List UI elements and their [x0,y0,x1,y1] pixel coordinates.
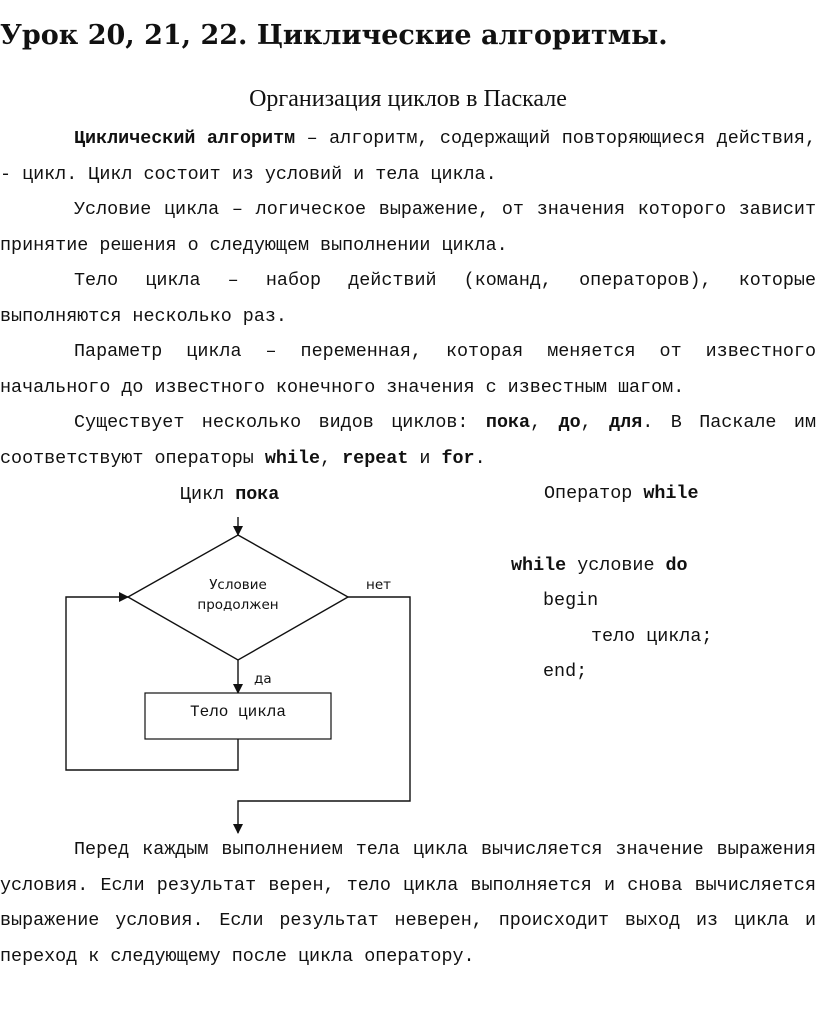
code-line-while: while условие do [511,555,688,576]
code-line-body: тело цикла; [591,626,713,647]
page-title: Урок 20, 21, 22. Циклические алгоритмы. [0,20,668,51]
code-line-end: end; [543,661,588,682]
condition-label-2: продолжен [197,597,279,613]
yes-label: да [254,671,272,687]
paragraph-cyclic-algorithm: Циклический алгоритм – алгоритм, содержащий повторяющиеся действия, - цикл. Цикл состоит из условий и тела цикла. [0,128,816,185]
condition-label-1: Условие [209,577,267,593]
paragraph-execution: Перед каждым выполнением тела цикла вычисляется значение выражения условия. Если результат верен, тело цикла выполняется и снова вычисляется выражение условия. Если результат неверен, происходит выход из цикла и переход к следующему после цикла оператору. [0,839,816,967]
section-subtitle: Организация циклов в Паскале [249,86,567,112]
no-label: нет [366,577,391,593]
while-loop-flowchart [0,505,420,840]
paragraph-loop-condition: Условие цикла – логическое выражение, от значения которого зависит принятие решения о следующем выполнении цикла. [0,199,816,256]
term-cyclic-algorithm: Циклический алгоритм [74,128,296,149]
loop-body-label: Тело цикла [189,703,287,721]
paragraph-loop-types: Существует несколько видов циклов: пока, до, для. В Паскале им соответствуют операторы while, repeat и for. [0,412,816,469]
flowchart-caption: Цикл пока [180,484,280,505]
paragraph-loop-body: Тело цикла – набор действий (команд, операторов), которые выполняются несколько раз. [0,270,816,327]
code-line-begin: begin [543,590,599,611]
paragraph-loop-parameter: Параметр цикла – переменная, которая меняется от известного начального до известного конечного значения с известным шагом. [0,341,816,398]
code-heading: Оператор while [544,483,699,504]
